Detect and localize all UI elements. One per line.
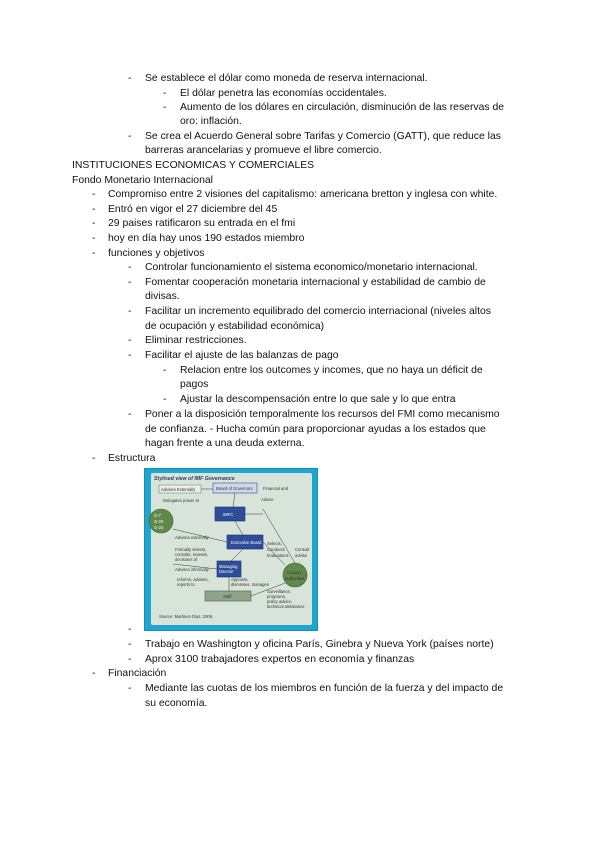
figure-title: Stylised view of IMF Governance [154, 476, 235, 482]
intro-sub-1: El dólar penetra las economías occidentales. [180, 88, 387, 99]
financiacion-item: Mediante las cuotas de los miembros en función de la fuerza y del impacto de [145, 683, 504, 694]
label-informs: Informs, advises, [177, 577, 209, 582]
intro-sub-2-cont: oro: inflación. [180, 116, 242, 127]
dash: - [92, 233, 96, 244]
dash: - [92, 668, 96, 679]
label-board-governors: Board of Governors [216, 486, 253, 491]
funcion-item-cont: hagan frente a una deuda externa. [145, 438, 305, 449]
imf-governance-figure [144, 468, 318, 631]
funcion-item: Facilitar un incremento equilibrado del comercio internacional (niveles altos [145, 306, 491, 317]
svg-text:policy advice,: policy advice, [267, 599, 293, 604]
dash: - [128, 277, 132, 288]
dash: - [92, 189, 96, 200]
intro-sub-2: Aumento de los dólares en circulación, disminución de las reservas de [180, 102, 505, 113]
funcion-subitem: Relacion entre los outcomes y incomes, que no haya un déficit de [180, 365, 483, 376]
funcion-subitem-cont: pagos [180, 379, 209, 390]
label-advises: Advises Externally [161, 487, 196, 492]
dash: - [128, 262, 132, 273]
funcion-item: Facilitar el ajuste de las balanzas de pago [145, 350, 339, 361]
intro-item-1: Se establece el dólar como moneda de reserva internacional. [145, 73, 428, 84]
funcion-item: Fomentar cooperación monetaria internacional y estabilidad de cambio de [145, 277, 486, 288]
svg-text:Evaluations: Evaluations [267, 553, 289, 558]
funcion-item-cont: de confianza. - Hucha común para proporcionar ayudas a los estados que [145, 424, 486, 435]
dash: - [163, 88, 167, 99]
estructura-item: Trabajo en Washington y oficina París, Ginebra y Nueva York (países norte) [145, 639, 494, 650]
label-advises-informal: Advises informally [175, 567, 209, 572]
label-informal: Formally selects, [175, 547, 207, 552]
label-md: Managing [219, 564, 238, 569]
label-consults: Consult [295, 547, 310, 552]
label-imfc: IMFC [223, 512, 234, 517]
funcion-item-cont: de ocupación y estabilidad económica) [145, 321, 325, 332]
figure-source: Source: Martinez-Diaz, 2008. [159, 614, 214, 619]
funcion-item: Eliminar restricciones. [145, 335, 247, 346]
dash: - [92, 218, 96, 229]
fmi-bullet: Compromiso entre 2 visiones del capitalismo: americana bretton y inglesa con white. [108, 189, 498, 200]
fmi-bullet: Entró en vigor el 27 diciembre del 45 [108, 204, 278, 215]
label-delegates: Delegates power to [163, 498, 200, 503]
label-surveillance: Surveillance, [267, 589, 291, 594]
governance-diagram [145, 469, 318, 631]
svg-text:Conducts: Conducts [267, 547, 285, 552]
subsection-title: Fondo Monetario Internacional [72, 175, 213, 186]
label-country: Country [287, 570, 302, 575]
funcion-item-cont: divisas. [145, 291, 180, 302]
label-financial: Financial and [263, 486, 288, 491]
financiacion-item-cont: su economía. [145, 698, 208, 709]
intro-item-2-cont: barreras arancelarias y promueve el libre comercio. [145, 145, 382, 156]
dash: - [128, 350, 132, 361]
label-g7: G-7 [154, 513, 161, 518]
dash: - [163, 365, 167, 376]
fmi-bullet: 29 paises ratificaron su entrada en el fmi [108, 218, 296, 229]
svg-text:advise: advise [295, 553, 308, 558]
label-advises-ext: Advises externally [175, 535, 209, 540]
fmi-bullet: Estructura [108, 453, 156, 464]
label-g24: G-24 [154, 525, 164, 530]
section-title: INSTITUCIONES ECONOMICAS Y COMERCIALES [72, 160, 315, 171]
svg-text:programs,: programs, [267, 594, 286, 599]
label-g20: G-20 [154, 519, 164, 524]
dash: - [128, 306, 132, 317]
funcion-item: Controlar funcionamiento el sistema economico/monetario internacional. [145, 262, 478, 273]
dash: - [92, 204, 96, 215]
dash: - [128, 73, 132, 84]
estructura-item: Aprox 3100 trabajadores expertos en economía y finanzas [145, 654, 415, 665]
svg-text:technical assistance: technical assistance [267, 604, 305, 609]
dash: - [128, 683, 132, 694]
svg-text:consults, reviews,: consults, reviews, [175, 552, 209, 557]
dash: - [163, 102, 167, 113]
fmi-bullet: funciones y objetivos [108, 248, 205, 259]
circle-country-authorities [283, 563, 307, 587]
intro-item-2: Se crea el Acuerdo General sobre Tarifas y Comercio (GATT), que reduce las [145, 131, 501, 142]
svg-text:decisions of: decisions of [175, 557, 198, 562]
label-exec-board: Executive Board [231, 540, 262, 545]
label-appoint: Appoints, [231, 577, 249, 582]
dash: - [128, 639, 132, 650]
dash: - [163, 394, 167, 405]
dash: - [128, 409, 132, 420]
dash: - [128, 335, 132, 346]
label-advice: Advice [261, 497, 274, 502]
dash: - [92, 248, 96, 259]
svg-text:Director: Director [219, 569, 234, 574]
dash: - [128, 624, 132, 635]
dash: - [92, 453, 96, 464]
label-select: Selects, [267, 541, 282, 546]
funcion-subitem: Ajustar la descompensación entre lo que sale y lo que entra [180, 394, 456, 405]
dash: - [128, 131, 132, 142]
label-staff: Staff [223, 594, 232, 599]
dash: - [128, 654, 132, 665]
fmi-bullet: Financiación [108, 668, 167, 679]
svg-text:reports to: reports to [177, 582, 195, 587]
fmi-bullet: hoy en día hay unos 190 estados miembro [108, 233, 305, 244]
svg-text:dismisses, manages: dismisses, manages [231, 582, 269, 587]
funcion-item: Poner a la disposición temporalmente los recursos del FMI como mecanismo [145, 409, 500, 420]
svg-text:authorities: authorities [285, 576, 305, 581]
